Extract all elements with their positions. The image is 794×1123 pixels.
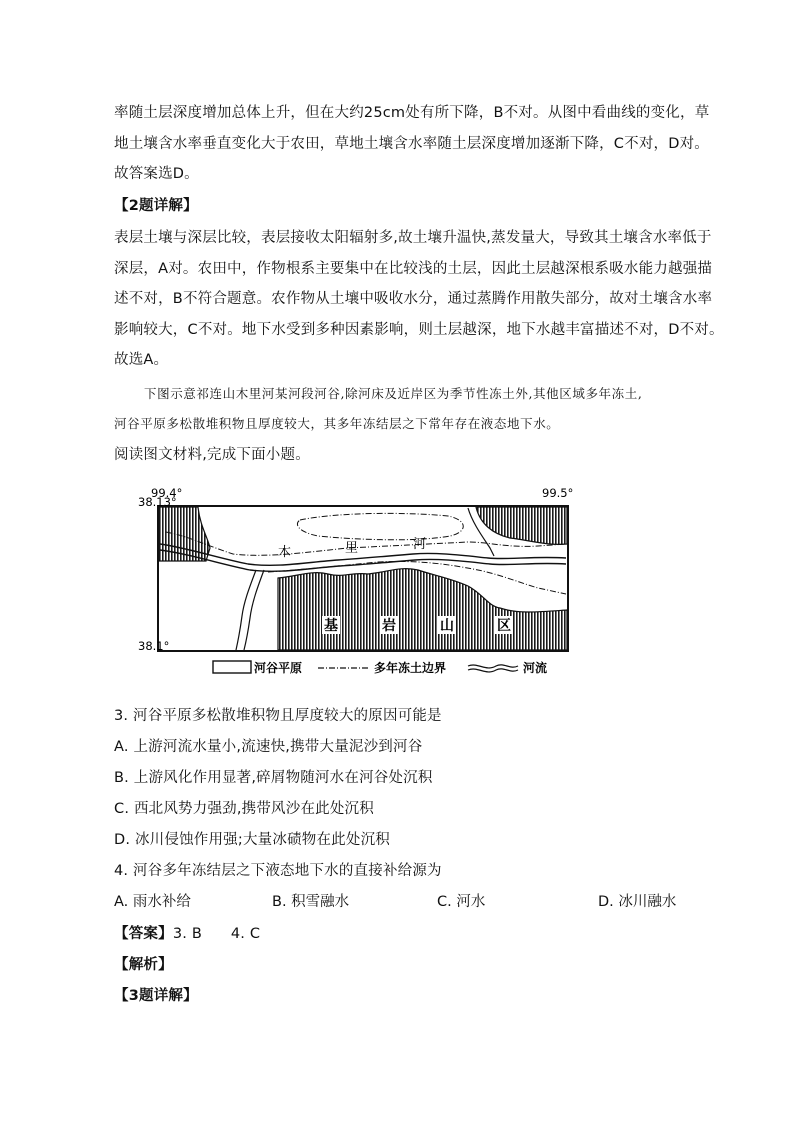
question-3-option-c: C. 西北风势力强劲,携带风沙在此处沉积	[114, 801, 374, 817]
question-3: 3. 河谷平原多松散堆积物且厚度较大的原因可能是	[114, 708, 442, 724]
question-4-option-c: C. 河水	[437, 894, 486, 910]
question-4-option-a: A. 雨水补给	[114, 894, 191, 910]
question-4-option-b: B. 积雪融水	[272, 894, 350, 910]
region-name-char-4: 区	[497, 618, 511, 634]
text-para-5: 故选A。	[114, 352, 169, 368]
answer-text: 3. B 4. C	[172, 926, 261, 942]
question-3-option-b: B. 上游风化作用显著,碎屑物随河水在河谷处沉积	[114, 770, 433, 786]
longitude-right-label: 99.5°	[542, 486, 574, 500]
longitude-left-label: 99.4°	[151, 486, 183, 500]
region-name-char-3: 山	[440, 618, 454, 634]
answer-line	[114, 924, 260, 944]
intro-line-2: 河谷平原多松散堆积物且厚度较大，其多年冻结层之下常年存在液态地下水。	[114, 416, 560, 431]
latitude-top-label: 38.13°	[138, 495, 177, 509]
legend-boundary-label: 多年冻土边界	[374, 661, 447, 675]
legend-river-swatch	[468, 665, 518, 668]
region-name-char-1: 基	[324, 618, 338, 634]
text-para-4: 影响较大，C不对。地下水受到多种因素影响，则土层越深，地下水越丰富描述不对，D不对。	[114, 322, 724, 338]
river-valley-map	[138, 486, 593, 681]
question-3-option-a: A. 上游河流水量小,流速快,携带大量泥沙到河谷	[114, 739, 423, 755]
question-3-option-d: D. 冰川侵蚀作用强;大量冰碛物在此处沉积	[114, 832, 390, 848]
region-name-char-2: 岩	[382, 618, 396, 634]
text-line-2: 地土壤含水率垂直变化大于农田，草地土壤含水率随土层深度增加逐渐下降，C不对，D对。	[114, 136, 709, 152]
text-line-3: 故答案选D。	[114, 166, 199, 182]
river-name-char-2: 里	[345, 541, 359, 556]
latitude-bottom-label: 38.1°	[138, 639, 170, 653]
text-para-2: 深层，A对。农田中，作物根系主要集中在比较浅的土层，因此土层越深根系吸水能力越强描	[114, 261, 713, 277]
legend-plain-label: 河谷平原	[254, 661, 303, 675]
legend-plain-swatch	[213, 661, 251, 673]
legend-river-label: 河流	[523, 661, 548, 675]
question-4-option-d: D. 冰川融水	[598, 894, 677, 910]
analysis-heading: 【解析】	[114, 957, 173, 973]
question-4: 4. 河谷多年冻结层之下液态地下水的直接补给源为	[114, 863, 442, 879]
intro-line-1: 下图示意祁连山木里河某河段河谷,除河床及近岸区为季节性冻土外,其他区域多年冻土,	[144, 386, 643, 401]
answer-label: 【答案】	[114, 926, 173, 942]
text-para-1: 表层土壤与深层比较，表层接收太阳辐射多,故土壤升温快,蒸发量大，导致其土壤含水率低于	[114, 230, 712, 246]
reading-instruction: 阅读图文材料,完成下面小题。	[114, 447, 310, 463]
heading-q2-detail: 【2题详解】	[114, 198, 198, 214]
heading-q3-detail: 【3题详解】	[114, 988, 198, 1004]
river-name-char-1: 木	[278, 545, 292, 560]
text-para-3: 述不对，B不符合题意。农作物从土壤中吸收水分，通过蒸腾作用散失部分，故对土壤含水率	[114, 291, 713, 307]
text-line-1: 率随土层深度增加总体上升，但在大约25cm处有所下降，B不对。从图中看曲线的变化，草	[114, 105, 710, 121]
river-name-char-3: 河	[413, 537, 427, 552]
